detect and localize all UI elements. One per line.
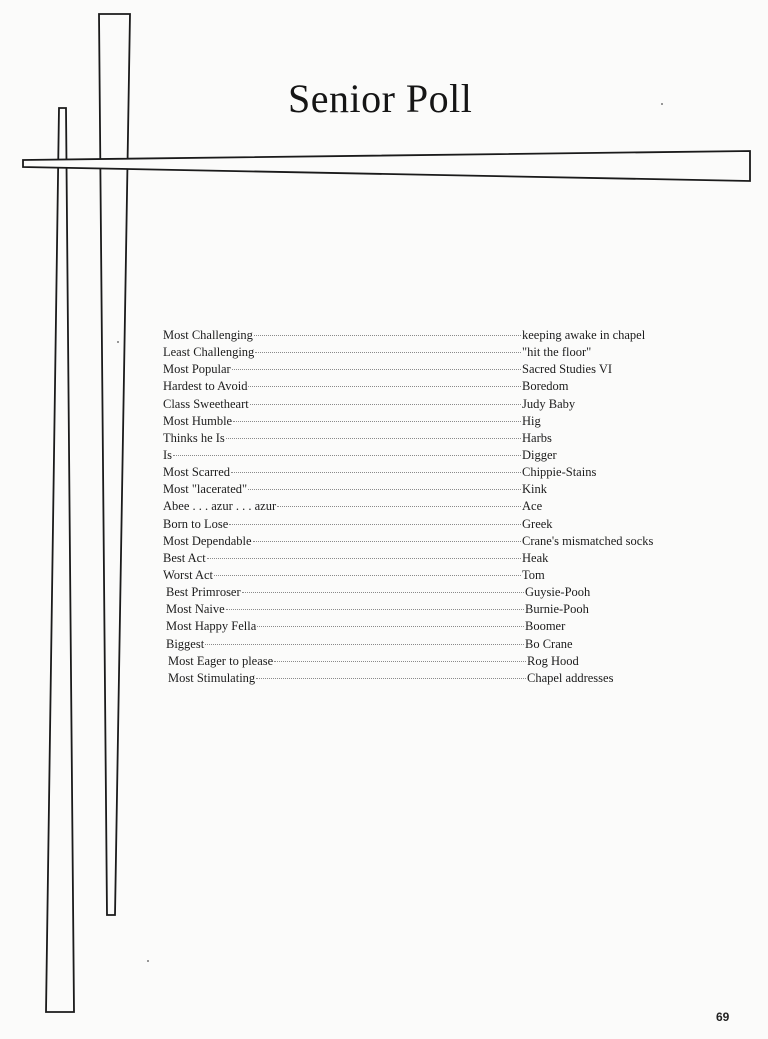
poll-category-label: Most Humble xyxy=(163,413,233,428)
dot-leader xyxy=(226,437,521,439)
poll-category xyxy=(163,344,521,361)
poll-row xyxy=(168,670,683,687)
poll-category-label: Most Stimulating xyxy=(168,670,256,685)
poll-category xyxy=(163,327,521,344)
poll-winner: Chapel addresses xyxy=(527,670,614,685)
vertical-bar-tall xyxy=(99,14,130,915)
poll-category xyxy=(163,447,521,464)
poll-row xyxy=(163,550,683,567)
horizontal-bar xyxy=(23,151,750,181)
poll-row xyxy=(163,361,683,378)
poll-category-label: Most Naive xyxy=(166,602,225,617)
poll-row xyxy=(166,601,683,618)
poll-category-label: Thinks he Is xyxy=(163,430,225,445)
poll-category-label: Is xyxy=(163,447,173,462)
poll-row xyxy=(163,464,683,481)
dot-leader xyxy=(231,471,521,473)
print-speck xyxy=(147,960,149,962)
poll-category xyxy=(163,430,521,447)
poll-winner: Burnie-Pooh xyxy=(525,602,589,617)
poll-winner: Bo Crane xyxy=(525,636,573,651)
dot-leader xyxy=(256,677,526,679)
poll-winner: Boredom xyxy=(522,379,569,394)
poll-winner: Sacred Studies VI xyxy=(522,362,613,377)
poll-row xyxy=(163,396,683,413)
poll-row xyxy=(166,584,683,601)
dot-leader xyxy=(248,385,521,387)
dot-leader xyxy=(173,454,521,456)
poll-row xyxy=(163,430,683,447)
dot-leader xyxy=(232,368,521,370)
poll-winner: "hit the floor" xyxy=(522,345,592,360)
poll-row xyxy=(163,567,683,584)
poll-category-label: Most Popular xyxy=(163,362,231,377)
poll-category-label: Most Eager to please xyxy=(168,653,274,668)
poll-category-label: Class Sweetheart xyxy=(163,396,249,411)
page-number: 69 xyxy=(716,1010,730,1024)
poll-row xyxy=(163,516,683,533)
poll-category-label: Most Dependable xyxy=(163,533,252,548)
poll-category xyxy=(168,653,526,670)
poll-category xyxy=(166,618,524,635)
poll-category xyxy=(168,670,526,687)
poll-winner: Harbs xyxy=(522,430,552,445)
poll-winner: Chippie-Stains xyxy=(522,465,597,480)
poll-row xyxy=(166,636,683,653)
dot-leader xyxy=(242,591,524,593)
poll-row xyxy=(163,344,683,361)
poll-winner: Hig xyxy=(522,413,541,428)
poll-category xyxy=(163,361,521,378)
dot-leader xyxy=(233,420,521,422)
dot-leader xyxy=(250,403,521,405)
poll-category xyxy=(166,636,524,653)
dot-leader xyxy=(257,625,524,627)
print-speck xyxy=(117,341,119,343)
poll-row xyxy=(163,498,683,515)
poll-category xyxy=(163,481,521,498)
poll-winner: Ace xyxy=(522,499,543,514)
dot-leader xyxy=(207,557,521,559)
dot-leader xyxy=(214,574,521,576)
poll-category-label: Most Scarred xyxy=(163,465,230,480)
poll-category xyxy=(163,413,521,430)
poll-row xyxy=(163,447,683,464)
poll-winner: Guysie-Pooh xyxy=(525,585,591,600)
poll-winner: Digger xyxy=(522,447,557,462)
poll-category-label: Best Act xyxy=(163,550,206,565)
poll-category xyxy=(163,516,521,533)
page-title: Senior Poll xyxy=(288,76,473,121)
dot-leader xyxy=(277,505,521,507)
dot-leader xyxy=(205,643,524,645)
poll-row xyxy=(163,481,683,498)
poll-winner: Rog Hood xyxy=(527,653,579,668)
poll-winner: keeping awake in chapel xyxy=(522,328,646,342)
poll-category xyxy=(166,584,524,601)
dot-leader xyxy=(229,523,521,525)
poll-row xyxy=(163,327,683,344)
poll-row xyxy=(163,413,683,430)
poll-winner: Boomer xyxy=(525,619,566,634)
poll-category xyxy=(163,464,521,481)
poll-winner: Greek xyxy=(522,516,553,531)
poll-winner: Kink xyxy=(522,482,547,497)
poll-winner: Crane's mismatched socks xyxy=(522,533,654,548)
poll-winner: Heak xyxy=(522,550,549,565)
vertical-bar-long xyxy=(46,108,74,1012)
poll-winner: Judy Baby xyxy=(522,396,576,411)
dot-leader xyxy=(254,334,521,336)
poll-category xyxy=(163,567,521,584)
poll-category xyxy=(163,550,521,567)
poll-category-label: Best Primroser xyxy=(166,585,241,600)
dot-leader xyxy=(255,351,521,353)
poll-category-label: Most Challenging xyxy=(163,328,253,342)
poll-category-label: Most "lacerated" xyxy=(163,482,248,497)
poll-category xyxy=(163,396,521,413)
poll-category xyxy=(163,378,521,395)
dot-leader xyxy=(253,540,521,542)
poll-category-label: Hardest to Avoid xyxy=(163,379,248,394)
poll-category-label: Born to Lose xyxy=(163,516,229,531)
senior-poll-list xyxy=(163,327,683,687)
poll-category xyxy=(166,601,524,618)
dot-leader xyxy=(248,488,521,490)
poll-category xyxy=(163,533,521,550)
poll-category-label: Least Challenging xyxy=(163,345,255,360)
poll-category-label: Abee . . . azur . . . azur xyxy=(163,499,277,514)
print-speck xyxy=(661,103,663,105)
poll-row xyxy=(168,653,683,670)
poll-category-label: Biggest xyxy=(166,636,205,651)
poll-category-label: Worst Act xyxy=(163,567,214,582)
dot-leader xyxy=(274,660,526,662)
poll-winner: Tom xyxy=(522,567,545,582)
poll-category xyxy=(163,498,521,515)
poll-category-label: Most Happy Fella xyxy=(166,619,257,634)
dot-leader xyxy=(226,608,524,610)
poll-row xyxy=(163,533,683,550)
poll-row xyxy=(163,378,683,395)
poll-row xyxy=(166,618,683,635)
